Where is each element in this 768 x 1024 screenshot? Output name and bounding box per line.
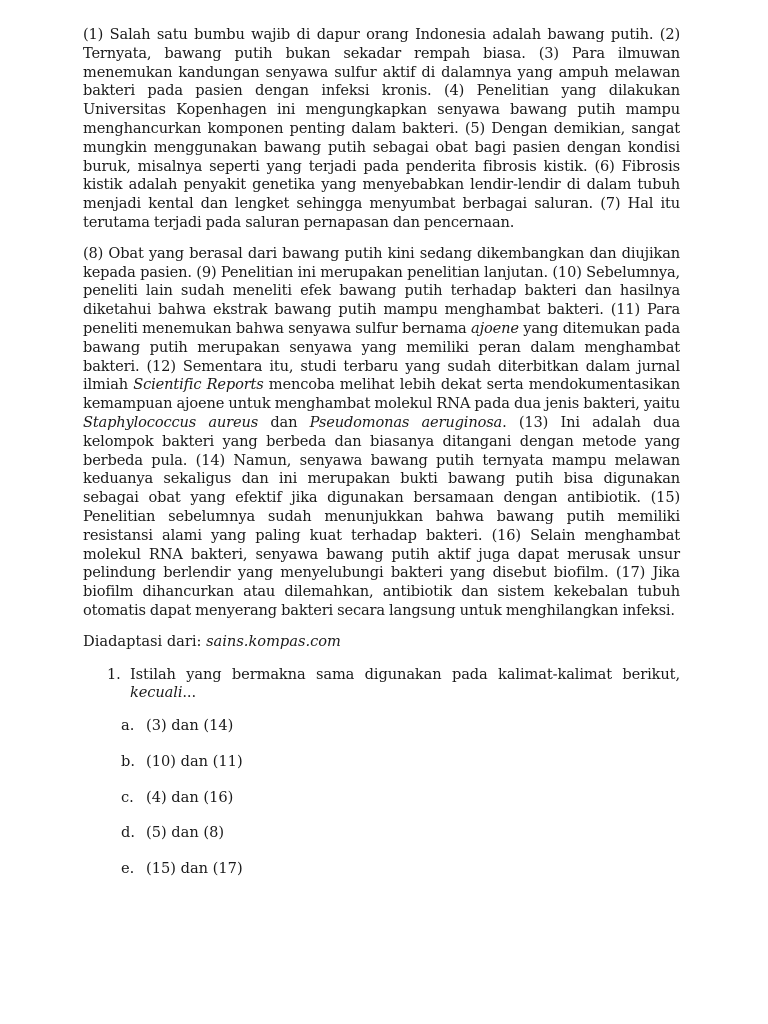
ajoene-term: ajoene bbox=[471, 319, 519, 337]
passage-paragraph-2 bbox=[83, 245, 680, 621]
option-text: (10) dan (11) bbox=[146, 752, 243, 770]
option-letter: a. bbox=[121, 717, 135, 735]
bacteria-name-1: Staphylococcus aureus bbox=[83, 413, 259, 431]
option-c[interactable] bbox=[83, 789, 680, 808]
question-1 bbox=[83, 666, 680, 704]
question-emphasis: kecuali bbox=[130, 684, 183, 702]
option-b[interactable] bbox=[83, 753, 680, 772]
paragraph-2-text-c: mencoba melihat lebih dekat serta mendokumentasikan kemampuan ajoene untuk menghambat molekul RNA pada dua jenis bakteri, yaitu bbox=[83, 376, 680, 413]
option-letter: b. bbox=[121, 752, 135, 770]
journal-name: Scientific Reports bbox=[133, 376, 264, 394]
option-text: (15) dan (17) bbox=[146, 860, 243, 878]
question-text: Istilah yang bermakna sama digunakan pada kalimat-kalimat berikut, bbox=[130, 665, 680, 683]
paragraph-2-text-b: yang ditemukan pada bawang putih merupakan senyawa yang memiliki peran dalam menghambat bakteri. (12) Sementara itu, studi terbaru yang sudah diterbitkan dalam jurnal ilmiah bbox=[83, 319, 681, 394]
passage-paragraph-1 bbox=[83, 26, 680, 233]
answer-options bbox=[83, 717, 680, 879]
option-letter: c. bbox=[121, 788, 134, 806]
paragraph-1-text: (1) Salah satu bumbu wajib di dapur orang Indonesia adalah bawang putih. (2) Ternyata, bawang putih bukan sekadar rempah biasa. (3) Para ilmuwan menemukan kandungan senyawa sulfur aktif di dalamnya yang ampuh melawan bakteri pada pasien dengan infeksi kronis. (4) Penelitian yang dilakukan Universitas Kopenhagen ini mengungkapkan senyawa bawang putih mampu menghancurkan komponen penting dalam bakteri. (5) Dengan demikian, sangat mungkin menggunakan bawang putih sebagai obat bagi pasien dengan kondisi buruk, misalnya seperti yang terjadi pada penderita fibrosis kistik. (6) Fibrosis kistik adalah penyakit genetika yang menyebabkan lendir-lendir di dalam tubuh menjadi kental dan lengket sehingga menyumbat berbagai saluran. (7) Hal itu terutama terjadi pada saluran pernapasan dan pencernaan. bbox=[83, 26, 680, 231]
option-text: (3) dan (14) bbox=[146, 717, 234, 735]
option-d[interactable] bbox=[83, 824, 680, 843]
option-text: (5) dan (8) bbox=[146, 824, 225, 842]
question-ellipsis: ... bbox=[182, 684, 197, 702]
option-letter: e. bbox=[121, 860, 135, 878]
question-number: 1. bbox=[107, 665, 121, 683]
source-site: sains.kompas.com bbox=[206, 632, 341, 650]
option-text: (4) dan (16) bbox=[146, 788, 234, 806]
paragraph-2-text-d: dan bbox=[258, 413, 310, 431]
bacteria-name-2: Pseudomonas aeruginosa bbox=[309, 413, 503, 431]
document-page bbox=[83, 26, 680, 896]
paragraph-2-text-e: . (13) Ini adalah dua kelompok bakteri yang berbeda dan biasanya ditangani dengan metode yang berbeda pula. (14) Namun, senyawa bawang putih ternyata mampu melawan keduanya sekaligus dan ini merupakan bukti bawang putih bisa digunakan sebagai obat yang efektif jika digunakan bersamaan dengan antibiotik. (15) Penelitian sebelumnya sudah menunjukkan bahwa bawang putih memiliki resistansi alami yang paling kuat terhadap bakteri. (16) Selain menghambat molekul RNA bakteri, senyawa bawang putih aktif juga dapat merusak unsur pelindung berlendir yang menyelubungi bakteri yang disebut biofilm. (17) Jika biofilm dihancurkan atau dilemahkan, antibiotik dan sistem kekebalan tubuh otomatis dapat menyerang bakteri secara langsung untuk menghilangkan infeksi. bbox=[83, 413, 680, 619]
paragraph-2-text-a: (8) Obat yang berasal dari bawang putih kini sedang dikembangkan dan diujikan kepada pasien. (9) Penelitian ini merupakan penelitian lanjutan. (10) Sebelumnya, peneliti lain sudah meneliti efek bawang putih terhadap bakteri dan hasilnya diketahui bahwa ekstrak bawang putih mampu menghambat bakteri. (11) Para peneliti menemukan bahwa senyawa sulfur bernama bbox=[83, 244, 680, 337]
option-a[interactable] bbox=[83, 717, 680, 736]
source-line bbox=[83, 633, 680, 652]
option-e[interactable] bbox=[83, 860, 680, 879]
source-label: Diadaptasi dari: bbox=[83, 632, 207, 650]
option-letter: d. bbox=[121, 824, 135, 842]
